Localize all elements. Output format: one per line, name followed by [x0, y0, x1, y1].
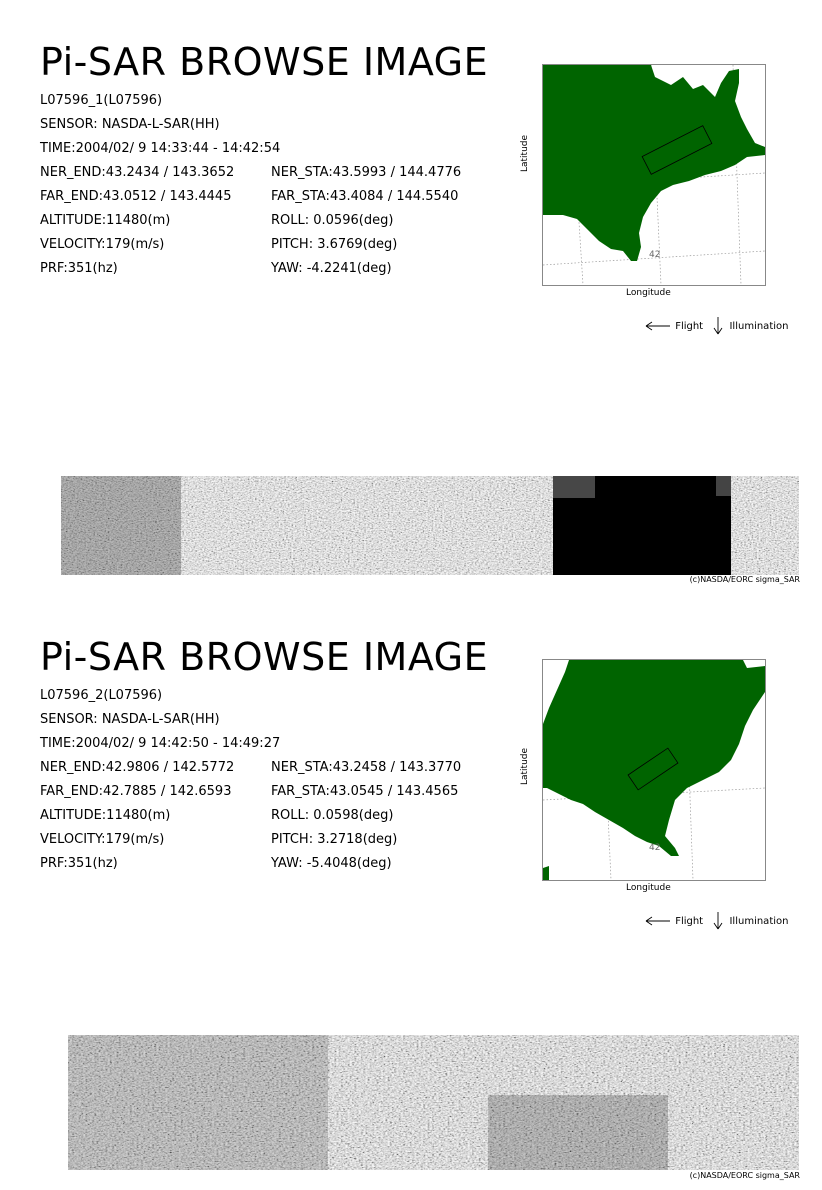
- longitude-label: Longitude: [626, 883, 671, 893]
- page-title: Pi-SAR BROWSE IMAGE: [40, 635, 489, 679]
- time-range: TIME:2004/02/ 9 14:42:50 - 14:49:27: [40, 736, 281, 751]
- velocity: VELOCITY:179(m/s): [40, 237, 165, 252]
- prf: PRF:351(hz): [40, 261, 118, 276]
- flight-arrow-icon: [644, 915, 672, 927]
- flight-label: Flight: [675, 321, 704, 332]
- ner-end: NER_END:42.9806 / 142.5772: [40, 760, 235, 775]
- scene-id: L07596_2(L07596): [40, 688, 163, 703]
- page-title: Pi-SAR BROWSE IMAGE: [40, 40, 489, 84]
- flight-arrow-icon: [644, 320, 672, 332]
- prf: PRF:351(hz): [40, 856, 118, 871]
- copyright-notice: (c)NASDA/EORC sigma_SAR: [689, 575, 800, 584]
- ner-sta: NER_STA:43.5993 / 144.4776: [271, 165, 462, 180]
- illumination-arrow-icon: [710, 316, 726, 336]
- roll: ROLL: 0.0596(deg): [271, 213, 394, 228]
- yaw: YAW: -4.2241(deg): [271, 261, 392, 276]
- illumination-label: Illumination: [729, 321, 789, 332]
- altitude: ALTITUDE:11480(m): [40, 213, 171, 228]
- sar-image-strip: [61, 476, 799, 575]
- copyright-notice: (c)NASDA/EORC sigma_SAR: [689, 1171, 800, 1180]
- illumination-label: Illumination: [729, 916, 789, 927]
- longitude-label: Longitude: [626, 288, 671, 298]
- altitude: ALTITUDE:11480(m): [40, 808, 171, 823]
- ner-end: NER_END:43.2434 / 143.3652: [40, 165, 235, 180]
- ner-sta: NER_STA:43.2458 / 143.3770: [271, 760, 462, 775]
- roll: ROLL: 0.0598(deg): [271, 808, 394, 823]
- far-sta: FAR_STA:43.4084 / 144.5540: [271, 189, 459, 204]
- far-end: FAR_END:42.7885 / 142.6593: [40, 784, 232, 799]
- far-end: FAR_END:43.0512 / 143.4445: [40, 189, 232, 204]
- direction-legend: [644, 911, 788, 931]
- direction-legend: [644, 316, 788, 336]
- velocity: VELOCITY:179(m/s): [40, 832, 165, 847]
- land-mass: [543, 65, 765, 261]
- location-map: [542, 659, 766, 881]
- location-map: [542, 64, 766, 286]
- sensor-info: SENSOR: NASDA-L-SAR(HH): [40, 117, 220, 132]
- far-sta: FAR_STA:43.0545 / 143.4565: [271, 784, 459, 799]
- flight-label: Flight: [675, 916, 704, 927]
- browse-panel-2: [0, 595, 822, 1190]
- latitude-label: Latitude: [520, 134, 530, 172]
- yaw: YAW: -5.4048(deg): [271, 856, 392, 871]
- pitch: PITCH: 3.2718(deg): [271, 832, 398, 847]
- scene-id: L07596_1(L07596): [40, 93, 163, 108]
- grid-label: 42: [649, 250, 661, 260]
- illumination-arrow-icon: [710, 911, 726, 931]
- land-mass: [543, 660, 765, 856]
- pitch: PITCH: 3.6769(deg): [271, 237, 398, 252]
- sensor-info: SENSOR: NASDA-L-SAR(HH): [40, 712, 220, 727]
- sar-image-strip: [68, 1035, 799, 1170]
- grid-label: 42: [649, 843, 661, 853]
- latitude-label: Latitude: [520, 747, 530, 785]
- time-range: TIME:2004/02/ 9 14:33:44 - 14:42:54: [40, 141, 281, 156]
